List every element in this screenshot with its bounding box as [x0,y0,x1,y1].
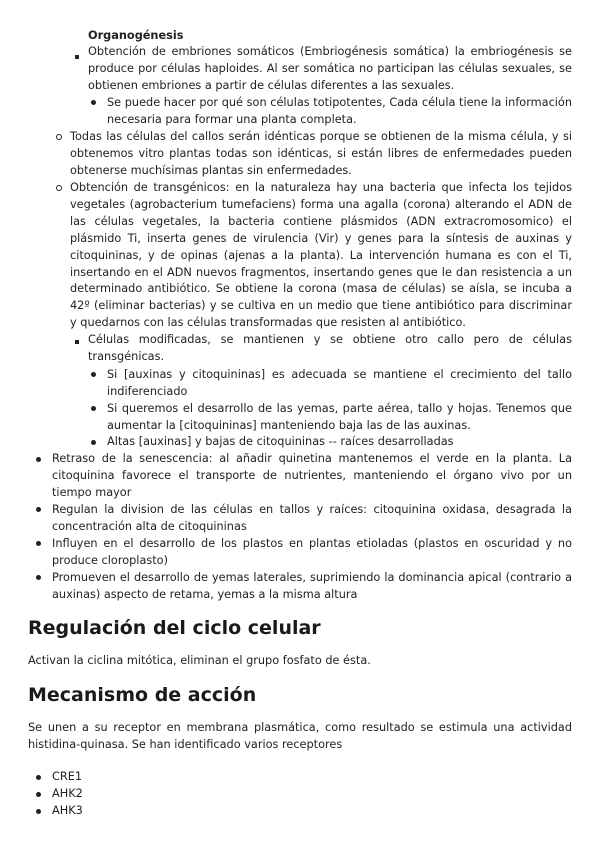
embryos-sub-item: Se puede hacer por qué son células totipotentes, Cada célula tiene la información necesaria para formar una planta completa. [107,96,572,126]
bullet-icon [36,809,41,814]
bullet-icon [36,507,41,512]
bullet-icon [91,440,96,445]
callus-paragraph: Todas las células del callos serán idénticas porque se obtienen de la misma célula, y si obtenemos vitro plantas todas son idénticas, si están libres de enfermedades pueden obtenerse muchísimas plantas sin enfermedades. [70,130,572,177]
transgenic-paragraph: Obtención de transgénicos: en la naturaleza hay una bacteria que infecta los tejidos vegetales (agrobacterium tumefaciens) forma una agalla (corona) alterando el ADN de las células vegetales, la bacteria contiene plásmidos (ADN extracromosomico) el plásmido Ti, inserta genes de virulencia (Vir) y genes para la síntesis de auxinas y citoquininas, y de opinas (ajenas a la planta). La intervención humana es con el Ti, insertando en el ADN nuevos fragmentos, insertando genes que le dan resistencia a un determinado antibiótico. Se obtiene la corona (masa de células) se aísla, se incuba a 42º (eliminar bacterias) y se cultiva en un medio que tiene antibiótico para discriminar y quedarnos con las células transformadas que resisten al antibiótico. [70,181,572,330]
organogenesis-heading: Organogénesis [88,29,184,42]
bullet-icon [36,575,41,580]
transgenic-item: Altas [auxinas] y bajas de citoquininas -- raíces desarrolladas [107,435,454,448]
bullet-icon [36,541,41,546]
circle-bullet-icon [56,134,62,140]
cell-cycle-text: Activan la ciclina mitótica, eliminan el grupo fosfato de ésta. [28,654,371,667]
bullet-icon [36,792,41,797]
modified-cells-item: Células modificadas, se mantienen y se obtiene otro callo pero de células transgénicas. [88,333,572,363]
embryos-paragraph: Obtención de embriones somáticos (Embriogénesis somática) la embriogénesis se produce por células haploides. Al ser somática no participan las células sexuales, se obtienen embriones a partir de células diferentes a las sexuales. [88,45,572,92]
square-bullet-icon [75,55,79,59]
bullet-icon [36,457,41,462]
effect-item: Promueven el desarrollo de yemas laterales, suprimiendo la dominancia apical (contrario a auxinas) aspecto de retama, yemas a la misma altura [52,571,572,601]
receptor-item: AHK3 [52,804,83,817]
mechanism-title: Mecanismo de acción [28,684,257,706]
bullet-icon [91,372,96,377]
effect-item: Regulan la division de las células en tallos y raíces: citoquinina oxidasa, desagrada la concentración alta de citoquininas [52,503,572,533]
mechanism-text: Se unen a su receptor en membrana plasmática, como resultado se estimula una actividad histidina-quinasa. Se han identificado varios receptores [28,721,572,751]
transgenic-item: Si queremos el desarrollo de las yemas, parte aérea, tallo y hojas. Tenemos que aumentar la [citoquininas] manteniendo baja las de las auxinas. [107,402,572,432]
effect-item: Influyen en el desarrollo de los plastos en plantas etioladas (plastos en oscuridad y no produce cloroplasto) [52,537,572,567]
effect-item: Retraso de la senescencia: al añadir quinetina mantenemos el verde en la planta. La citoquinina favorece el transporte de nutrientes, manteniendo el órgano vivo por un tiempo mayor [52,452,572,499]
circle-bullet-icon [56,185,62,191]
receptor-item: CRE1 [52,770,83,783]
transgenic-item: Si [auxinas y citoquininas] es adecuada se mantiene el crecimiento del tallo indiferenciado [107,368,572,398]
bullet-icon [91,406,96,411]
bullet-icon [36,775,41,780]
receptor-item: AHK2 [52,787,83,800]
cell-cycle-title: Regulación del ciclo celular [28,617,321,639]
bullet-icon [91,100,96,105]
square-bullet-icon [75,340,79,344]
